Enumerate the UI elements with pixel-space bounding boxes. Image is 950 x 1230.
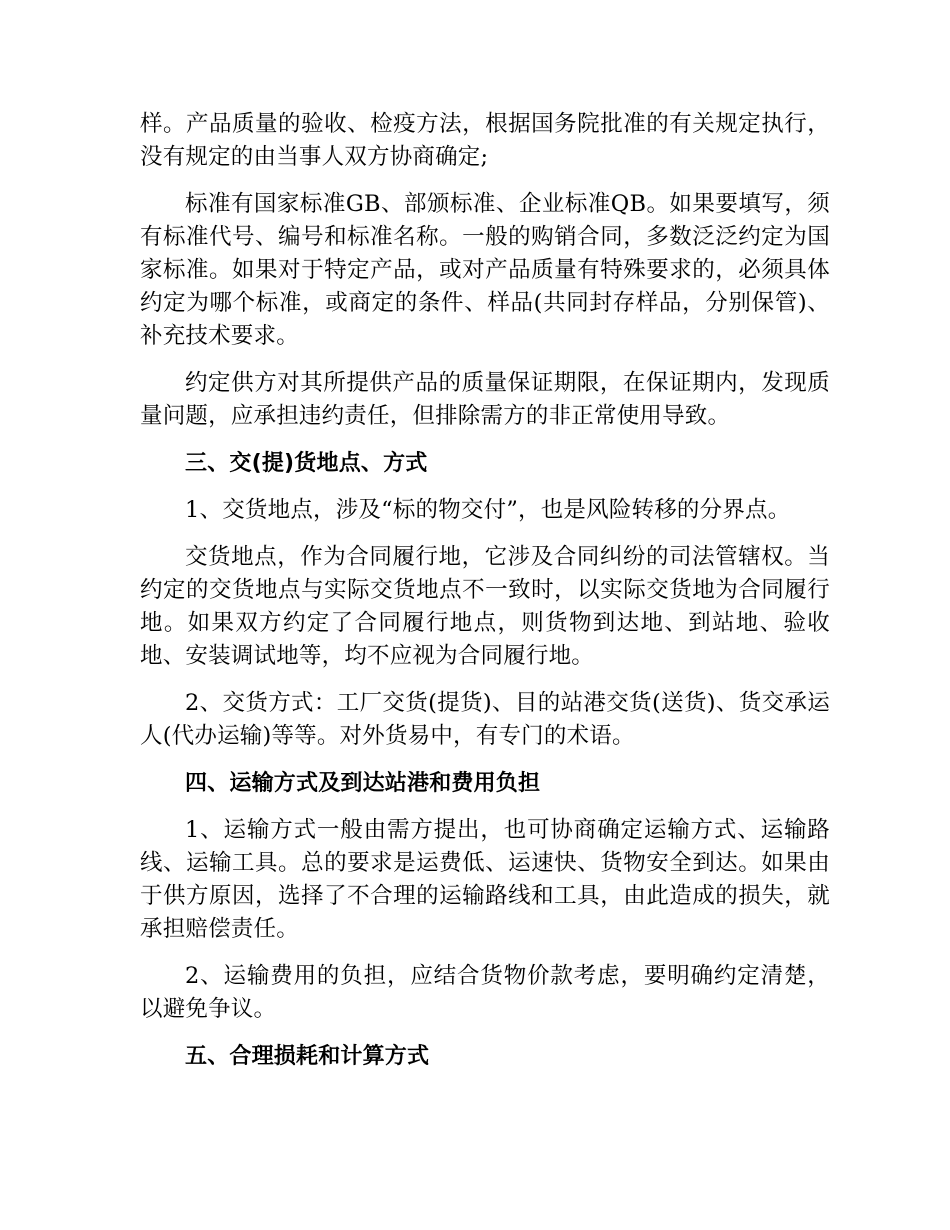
heading-reasonable-loss: 五、合理损耗和计算方式 <box>185 1044 430 1069</box>
paragraph-delivery-method: 2、交货方式：工厂交货(提货)、目的站港交货(送货)、货交承运人(代办运输)等等。对外货易中，有专门的术语。 <box>140 690 830 749</box>
document-page <box>140 108 830 1087</box>
paragraph-performance-place: 交货地点，作为合同履行地，它涉及合同纠纷的司法管辖权。当约定的交货地点与实际交货地点不一致时，以实际交货地为合同履行地。如果双方约定了合同履行地点，则货物到达地、到站地、验收地、安装调试地等，均不应视为合同履行地。 <box>140 544 830 669</box>
paragraph-delivery-point: 1、交货地点，涉及“标的物交付”，也是风险转移的分界点。 <box>185 497 791 523</box>
paragraph-standards: 标准有国家标准GB、部颁标准、企业标准QB。如果要填写，须有标准代号、编号和标准名称。一般的购销合同，多数泛泛约定为国家标准。如果对于特定产品，或对产品质量有特殊要求的，必须具体约定为哪个标准，或商定的条件、样品(共同封存样品，分别保管)、补充技术要求。 <box>140 191 830 349</box>
paragraph-transport-cost: 2、运输费用的负担，应结合货物价款考虑，要明确约定清楚，以避免争议。 <box>140 963 830 1022</box>
heading-delivery-location: 三、交(提)货地点、方式 <box>185 451 428 476</box>
paragraph-quality-acceptance: 样。产品质量的验收、检疫方法，根据国务院批准的有关规定执行，没有规定的由当事人双方协商确定; <box>140 111 830 170</box>
paragraph-transport-method: 1、运输方式一般由需方提出，也可协商确定运输方式、运输路线、运输工具。总的要求是运费低、运速快、货物安全到达。如果由于供方原因，选择了不合理的运输路线和工具，由此造成的损失，就承担赔偿责任。 <box>140 817 830 942</box>
paragraph-warranty-period: 约定供方对其所提供产品的质量保证期限，在保证期内，发现质量问题，应承担违约责任，但排除需方的非正常使用导致。 <box>140 370 830 429</box>
heading-transport: 四、运输方式及到达站港和费用负担 <box>185 771 541 796</box>
